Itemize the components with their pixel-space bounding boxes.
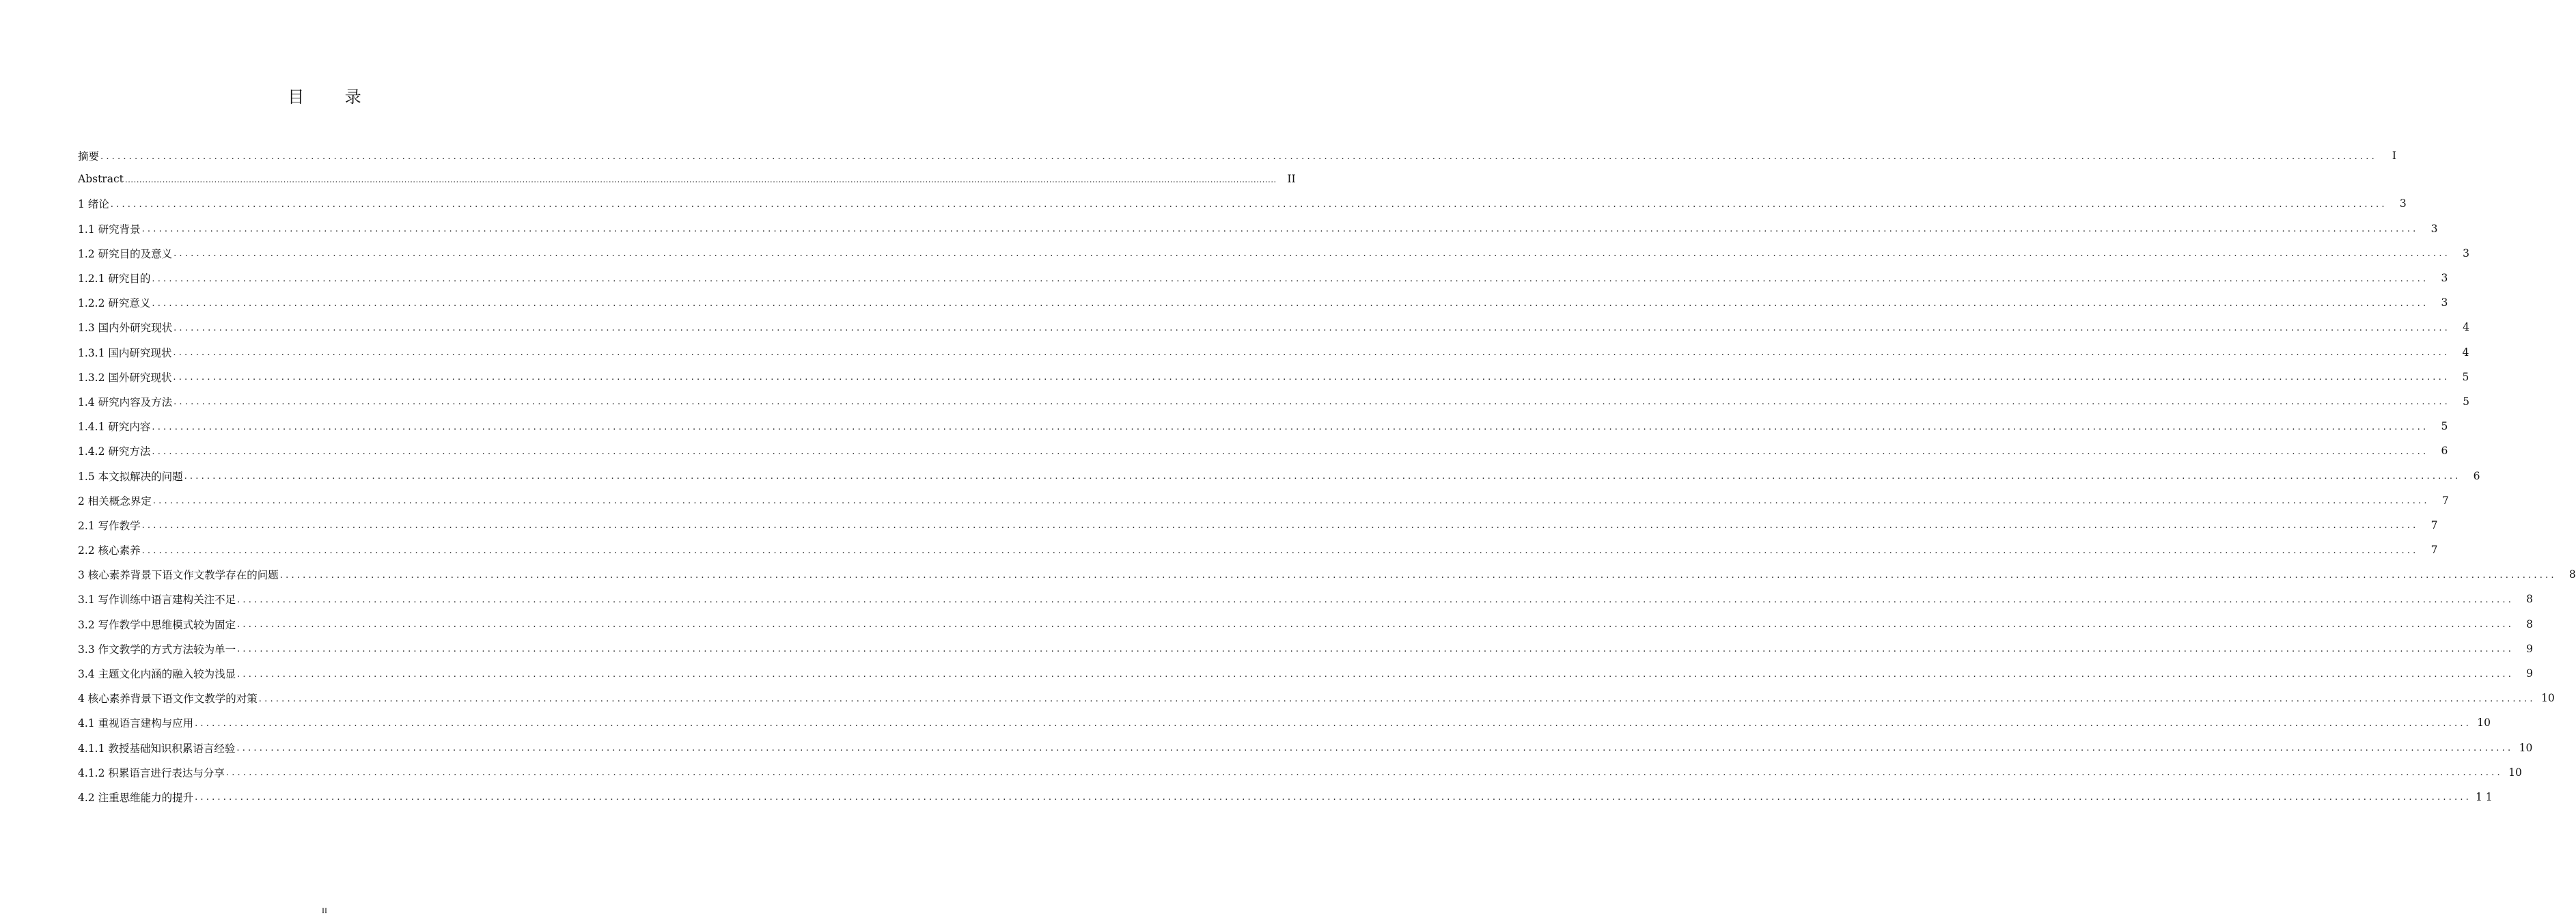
toc-dot-leader: ................................................................................................................................................................................................................................................................................................................................................................................................................ <box>152 496 2430 507</box>
toc-entry-page: 7 <box>2430 518 2438 531</box>
toc-entry[interactable] <box>78 315 2470 339</box>
toc-entry[interactable] <box>78 686 2555 710</box>
toc-entry[interactable] <box>78 710 2491 735</box>
toc-entry[interactable] <box>78 439 2448 463</box>
toc-dot-leader: ................................................................................................................................................................................................................................................................................................................................................................................................................ <box>152 273 2429 284</box>
toc-entry[interactable] <box>78 612 2534 637</box>
toc-entry-page: 6 <box>2473 469 2480 482</box>
toc-dot-leader: ................................................................................................................................................................................................................................................................................................................................................................................................................ <box>237 594 2515 605</box>
toc-dot-leader: ................................................................................................................................................................................................................................................................................................................................................................................................................ <box>279 570 2557 581</box>
toc-entry[interactable] <box>78 488 2449 513</box>
toc-dot-leader: ................................................................................................................................................................................................................................................................................................................................................................................................................ <box>174 249 2451 260</box>
toc-dot-leader: ................................................................................................................................................................................................................................................................................................................................................................................................................ <box>152 446 2429 457</box>
toc-entry-label: 4 核心素养背景下语文作文教学的对策 <box>78 693 258 706</box>
toc-entry-label: 3.3 作文教学的方式方法较为单一 <box>78 643 236 656</box>
toc-entry[interactable] <box>78 736 2533 760</box>
toc-dot-leader: ................................................................................................................................................................................................................................................................................................................................................................................................................ <box>195 792 2472 803</box>
toc-entry[interactable] <box>78 562 2576 587</box>
toc-dot-leader: ................................................................................................................................................................................................................................................................................................................................................................................................................ <box>237 644 2515 655</box>
toc-entry-page: 8 <box>2526 617 2534 630</box>
toc-entry-label: 4.1.2 积累语言进行表达与分享 <box>78 766 225 779</box>
toc-entry[interactable] <box>78 760 2522 785</box>
toc-entry-page: 3 <box>2463 247 2470 260</box>
toc-entry-page: 9 <box>2526 667 2534 680</box>
toc-entry-label: 摘要 <box>78 150 100 163</box>
toc-dot-leader: ................................................................................................................................................................................................................................................................................................................................................................................................................ <box>152 298 2429 309</box>
toc-entry[interactable] <box>78 463 2480 488</box>
toc-entry-label: 1.3 国内外研究现状 <box>78 322 173 335</box>
toc-entry-label: 4.1.1 教授基础知识积累语言经验 <box>78 742 236 755</box>
toc-entry-page: 7 <box>2441 494 2449 507</box>
toc-dot-leader: ................................................................................................................................................................................................................................................................................................................................................................................................................ <box>141 520 2419 531</box>
toc-entry-label: 1.2.2 研究意义 <box>78 297 151 310</box>
toc-dot-leader: ................................................................................................................................................................................................................................................................................................................................................................................................................ <box>141 224 2419 235</box>
toc-entry[interactable] <box>78 167 1296 191</box>
toc-dot-leader: ................................................................................................................................................................................................................................................................................................................................................................................................................ <box>236 743 2514 754</box>
toc-entry-label: 1.4.1 研究内容 <box>78 421 151 434</box>
toc-dot-leader: ................................................................................................................................................................................................................................................................................................................................................................................................................ <box>237 669 2515 680</box>
toc-entry[interactable] <box>78 661 2534 686</box>
toc-entry-label: Abstract <box>78 173 124 186</box>
toc-entry-label: 1.3.2 国外研究现状 <box>78 371 172 384</box>
toc-entry-label: 3.1 写作训练中语言建构关注不足 <box>78 594 236 607</box>
page-title: 目 录 <box>288 87 379 107</box>
toc-dot-leader: ................................................................................................................................................................................................................................................................................................................................................................................................................ <box>110 199 2387 210</box>
toc-entry-label: 1.4.2 研究方法 <box>78 445 151 458</box>
toc-dot-leader: ................................................................................................................................................................................................................................................................................................................................................................................................................ <box>124 175 1277 185</box>
toc-dot-leader: ................................................................................................................................................................................................................................................................................................................................................................................................................ <box>237 620 2515 630</box>
toc-entry-page: 4 <box>2463 321 2470 334</box>
toc-entry[interactable] <box>78 266 2448 290</box>
toc-entry-label: 3 核心素养背景下语文作文教学存在的问题 <box>78 569 279 582</box>
toc-entry[interactable] <box>78 785 2493 809</box>
toc-entry-page: 10 <box>2508 766 2522 779</box>
toc-entry-page: 1 1 <box>2476 790 2493 803</box>
toc-entry-page: 10 <box>2519 741 2533 754</box>
toc-dot-leader: ................................................................................................................................................................................................................................................................................................................................................................................................................ <box>225 768 2503 779</box>
toc-entry[interactable] <box>78 241 2470 266</box>
toc-dot-leader: ................................................................................................................................................................................................................................................................................................................................................................................................................ <box>174 397 2451 408</box>
toc-entry-label: 1.2 研究目的及意义 <box>78 247 173 260</box>
toc-dot-leader: ................................................................................................................................................................................................................................................................................................................................................................................................................ <box>174 322 2451 333</box>
table-of-contents <box>78 143 2576 809</box>
toc-entry-label: 1.4 研究内容及方法 <box>78 395 173 408</box>
toc-entry-page: 10 <box>2477 717 2491 729</box>
toc-entry-page: 5 <box>2462 370 2469 383</box>
toc-entry[interactable] <box>78 143 2396 168</box>
toc-entry-page: 3 <box>2441 296 2448 309</box>
toc-entry-page: 7 <box>2430 544 2438 557</box>
toc-entry[interactable] <box>78 513 2438 538</box>
toc-entry-label: 4.1 重视语言建构与应用 <box>78 717 194 730</box>
toc-entry[interactable] <box>78 587 2534 611</box>
toc-dot-leader: ................................................................................................................................................................................................................................................................................................................................................................................................................ <box>141 545 2419 556</box>
toc-entry-label: 2.1 写作教学 <box>78 519 141 532</box>
toc-entry-page: 10 <box>2541 692 2555 705</box>
toc-entry-label: 4.2 注重思维能力的提升 <box>78 791 194 804</box>
toc-entry[interactable] <box>78 538 2438 562</box>
toc-dot-leader: ................................................................................................................................................................................................................................................................................................................................................................................................................ <box>173 372 2450 383</box>
toc-entry-page: 6 <box>2441 445 2448 458</box>
toc-entry-label: 2 相关概念界定 <box>78 495 152 507</box>
toc-entry[interactable] <box>78 340 2469 365</box>
toc-entry[interactable] <box>78 637 2534 661</box>
toc-entry-label: 3.4 主题文化内涵的融入较为浅显 <box>78 668 236 681</box>
toc-entry-page: 8 <box>2568 568 2576 581</box>
toc-entry-label: 1 绪论 <box>78 198 109 211</box>
toc-dot-leader: ................................................................................................................................................................................................................................................................................................................................................................................................................ <box>184 471 2461 482</box>
toc-entry-page: 9 <box>2526 642 2534 655</box>
toc-entry-page: II <box>1287 173 1296 186</box>
toc-entry-page: 4 <box>2462 346 2469 359</box>
toc-entry-page: 3 <box>2441 272 2448 285</box>
toc-entry-label: 1.2.1 研究目的 <box>78 273 151 286</box>
toc-entry[interactable] <box>78 365 2469 389</box>
toc-entry[interactable] <box>78 389 2470 414</box>
toc-entry-page: I <box>2392 150 2396 163</box>
toc-dot-leader: ................................................................................................................................................................................................................................................................................................................................................................................................................ <box>195 718 2472 729</box>
toc-dot-leader: ................................................................................................................................................................................................................................................................................................................................................................................................................ <box>173 348 2450 359</box>
toc-entry-label: 2.2 核心素养 <box>78 544 141 557</box>
toc-entry-page: 8 <box>2526 593 2534 606</box>
toc-entry-label: 1.5 本文拟解决的问题 <box>78 470 183 483</box>
toc-entry-page: 3 <box>2430 222 2438 235</box>
page-number-footer: II <box>322 906 327 915</box>
toc-entry[interactable] <box>78 290 2448 315</box>
toc-entry[interactable] <box>78 217 2438 241</box>
toc-dot-leader: ................................................................................................................................................................................................................................................................................................................................................................................................................ <box>152 421 2429 432</box>
toc-entry-page: 5 <box>2441 420 2448 433</box>
toc-dot-leader: ................................................................................................................................................................................................................................................................................................................................................................................................................ <box>100 151 2377 162</box>
toc-entry-page: 3 <box>2399 197 2407 210</box>
toc-entry-label: 1.1 研究背景 <box>78 223 141 236</box>
toc-entry[interactable] <box>78 191 2407 216</box>
toc-entry-label: 1.3.1 国内研究现状 <box>78 346 172 359</box>
toc-entry-page: 5 <box>2463 395 2470 408</box>
toc-entry[interactable] <box>78 414 2448 439</box>
toc-entry-label: 3.2 写作教学中思维模式较为固定 <box>78 618 236 631</box>
toc-dot-leader: ................................................................................................................................................................................................................................................................................................................................................................................................................ <box>258 693 2536 704</box>
